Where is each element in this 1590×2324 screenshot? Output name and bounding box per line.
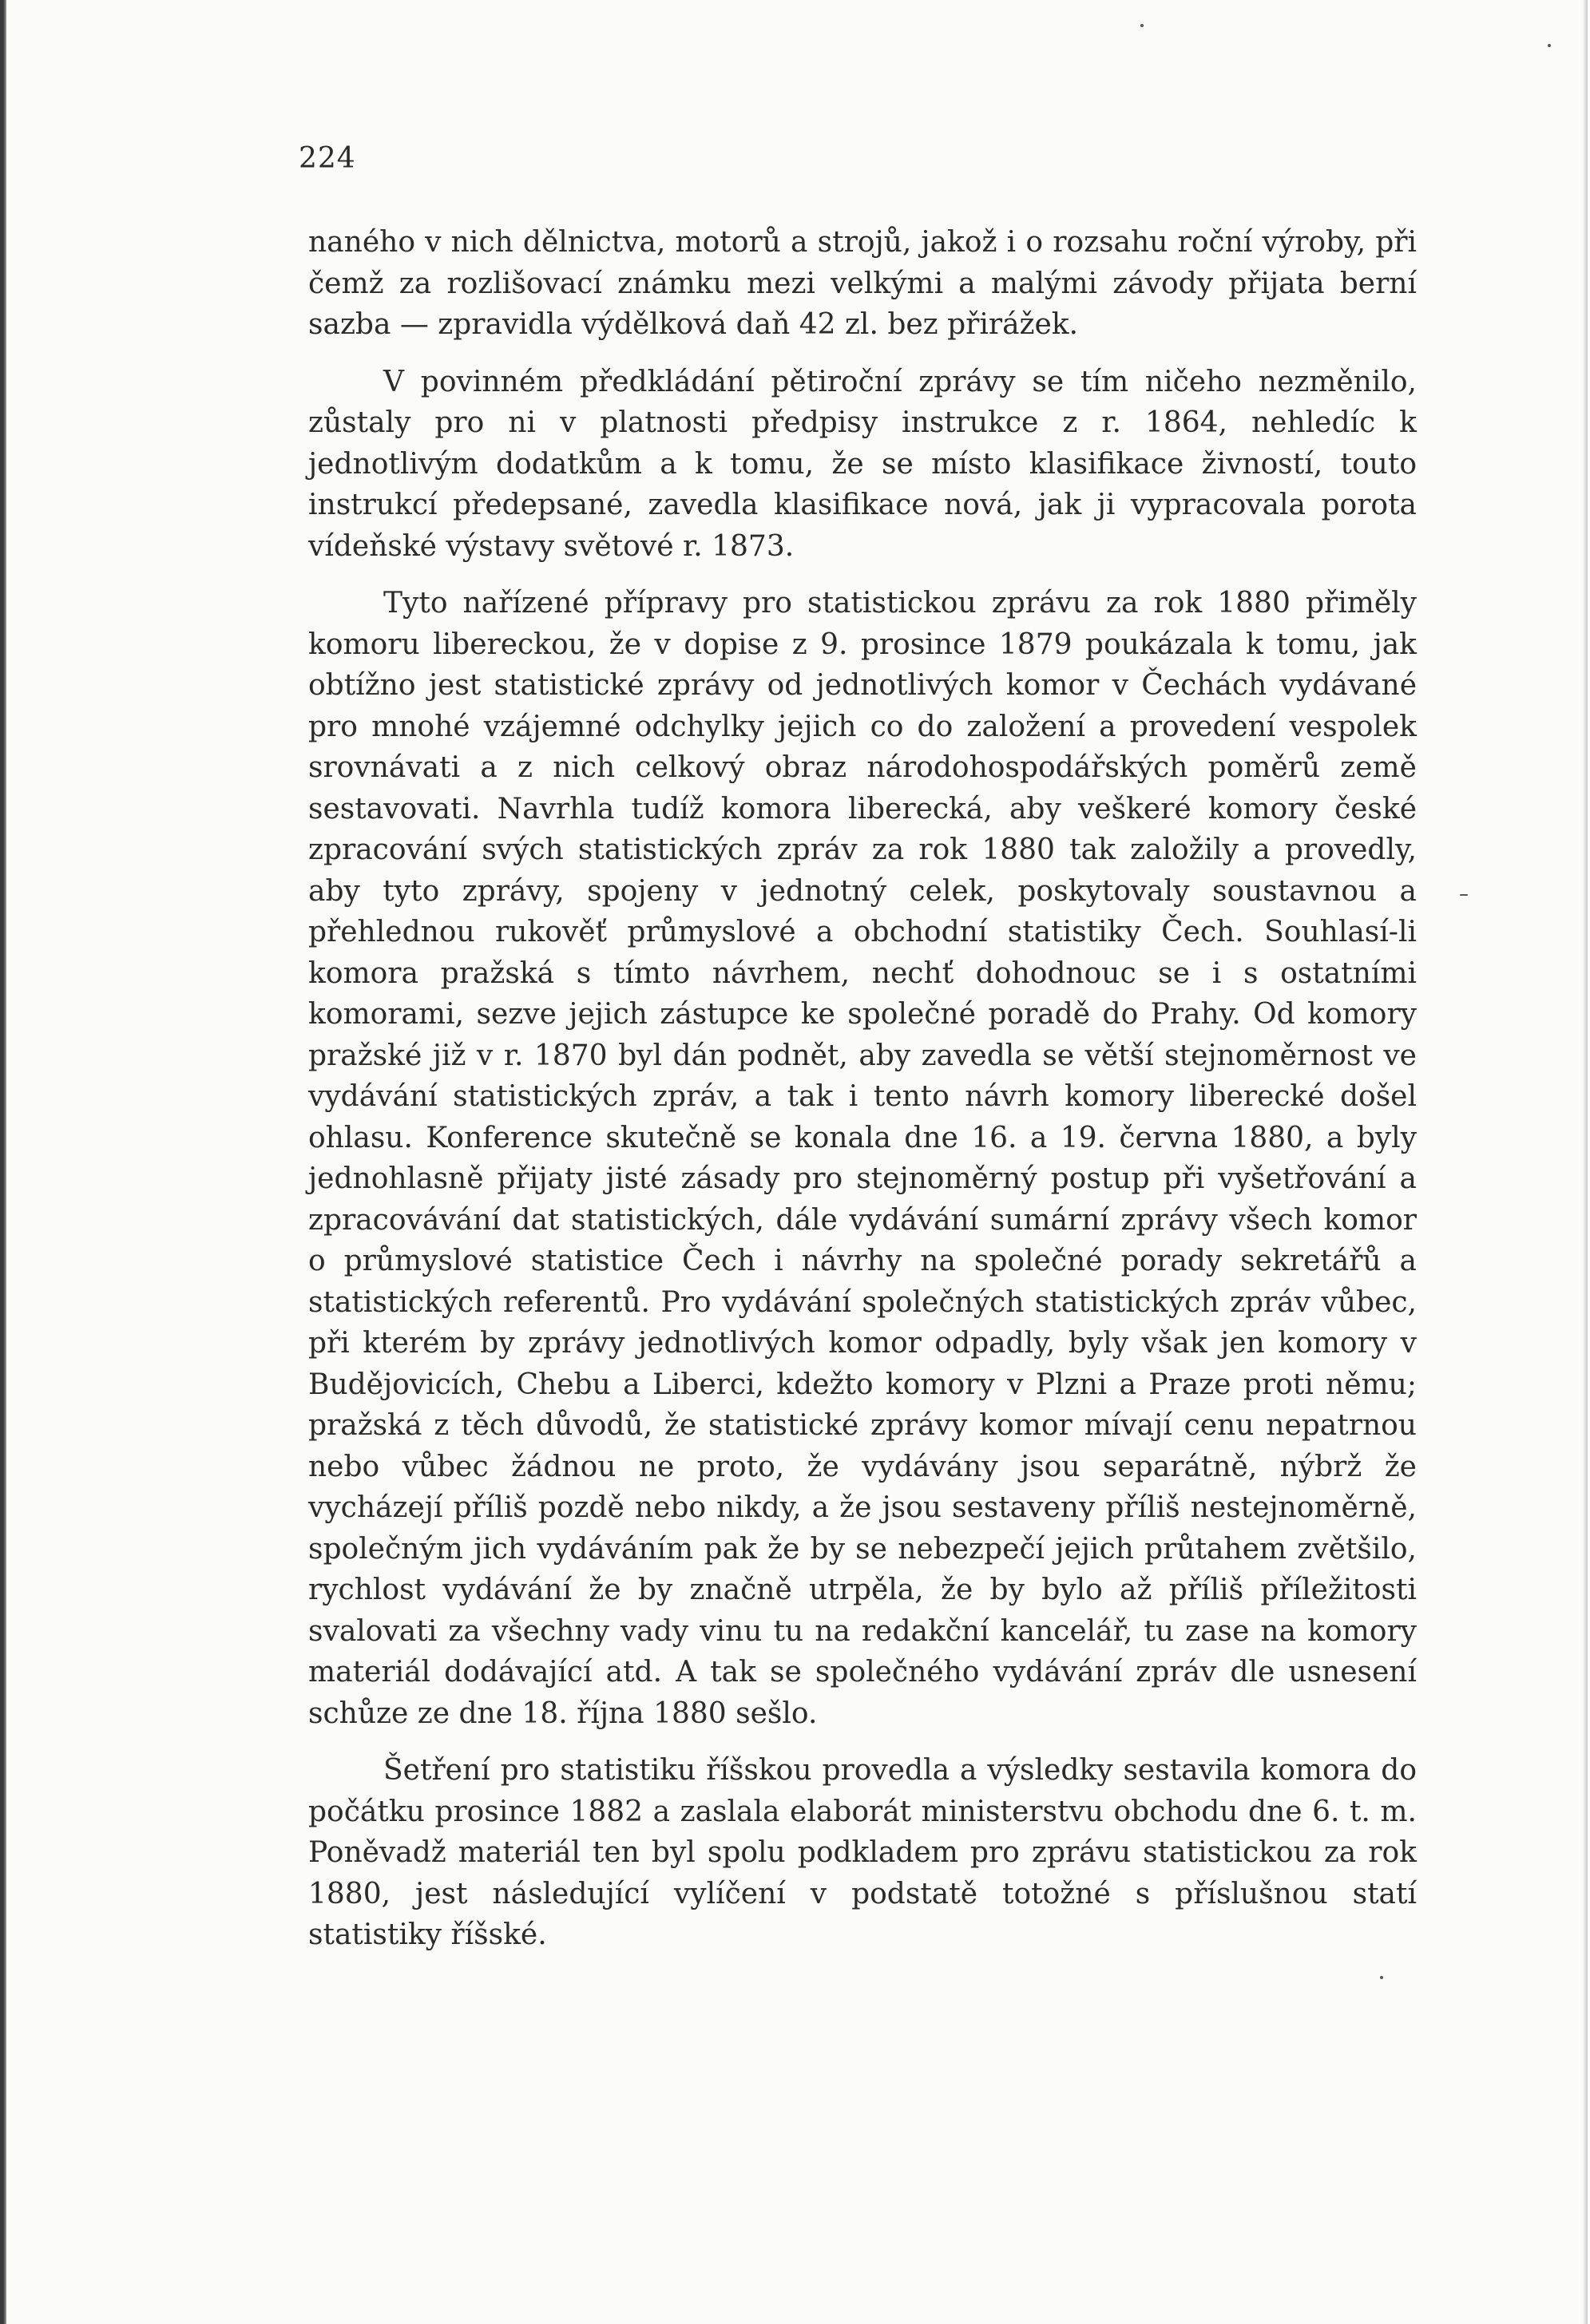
paragraph-continuation: naného v nich dělnictva, motorů a strojů, jakož i o rozsahu roční výroby, při čemž za rozlišovací známku mezi velkými a malými závody přijata berní sazba — zpravidla výdělková daň 42 zl. bez přirážek. [308,226,1417,341]
scan-right-edge [1583,0,1588,2324]
scan-speck [1460,894,1468,896]
paragraph-instruction-1864: V povinném předkládání pětiroční zprávy se tím ničeho nezměnilo, zůstaly pro ni v platnosti předpisy instrukce z r. 1864, nehledíc k jednotlivým dodatkům a k tomu, že se místo klasifikace živností, touto instrukcí předepsané, zavedla klasifikace nová, jak ji vypracovala porota vídeňské výstavy světové r. 1873. [308,365,1417,563]
scan-speck [1548,44,1551,47]
page-body [308,222,1417,1956]
scan-speck [1380,1976,1383,1979]
page-number: 224 [299,142,356,175]
scanned-page [6,0,1588,2324]
paragraph-imperial-statistics: Šetření pro statistiku říšskou provedla a výsledky sestavila komora do počátku prosince 1882 a zaslala elaborát ministerstvu obchodu dne 6. t. m. Poněvadž materiál ten byl spolu podkladem pro zprávu statistickou za rok 1880, jest následující vylíčení v podstatě totožné s příslušnou statí statistiky říšské. [308,1754,1417,1951]
scan-speck [1140,24,1144,27]
paragraph-liberec-proposal: Tyto nařízené přípravy pro statistickou zprávu za rok 1880 přiměly komoru libereckou, že v dopise z 9. prosince 1879 poukázala k tomu, jak obtížno jest statistické zprávy od jednotlivých komor v Čechách vydávané pro mnohé vzájemné odchylky jejich co do založení a provedení vespolek srovnávati a z nich celkový obraz národohospodářských poměrů země sestavovati. Navrhla tudíž komora liberecká, aby veškeré komory české zpracování svých statistických zpráv za rok 1880 tak založily a provedly, aby tyto zprávy, spojeny v jednotný celek, poskytovaly soustavnou a přehlednou rukověť průmyslové a obchodní statistiky Čech. Souhlasí-li komora pražská s tímto návrhem, nechť dohodnouc se i s ostatními komorami, sezve jejich zástupce ke společné poradě do Prahy. Od komory pražské již v r. 1870 byl dán podnět, aby zavedla se větší stejnoměrnost ve vydávání statistických zpráv, a tak i tento návrh komory liberecké došel ohlasu. Konference skutečně se konala dne 16. a 19. června 1880, a byly jednohlasně přijaty jisté zásady pro stejnoměrný postup při vyšetřování a zpracovávání dat statistických, dále vydávání sumární zprávy všech komor o průmyslové statistice Čech i návrhy na společné porady sekretářů a statistických referentů. Pro vydávání společných statistických zpráv vůbec, při kterém by zprávy jednotlivých komor odpadly, byly však jen komory v Budějovicích, Chebu a Liberci, kdežto komory v Plzni a Praze proti němu; pražská z těch důvodů, že statistické zprávy komor mívají cenu nepatrnou nebo vůbec žádnou ne proto, že vydávány jsou separátně, nýbrž že vycházejí příliš pozdě nebo nikdy, a že jsou sestaveny příliš nestejnoměrně, společným jich vydáváním pak že by se nebezpečí jejich průtahem zvětšilo, rychlost vydávání že by značně utrpěla, že by bylo až příliš příležitosti svalovati za všechny vady vinu tu na redakční kancelář, tu zase na komory materiál dodávající atd. A tak se společného vydávání zpráv dle usnesení schůze ze dne 18. října 1880 sešlo. [308,587,1417,1730]
